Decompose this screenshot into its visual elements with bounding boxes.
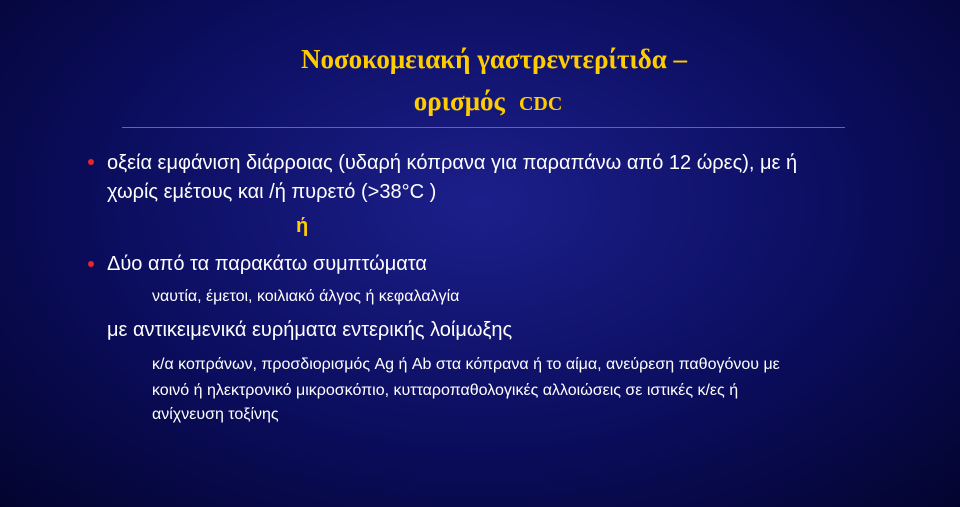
bullet-2-line-1: Δύο από τα παρακάτω συμπτώματα [107,253,427,275]
evidence-details-line-3: ανίχνευση τοξίνης [152,406,279,423]
or-separator: ή [296,215,309,237]
evidence-details-line-1: κ/α κοπράνων, προσδιορισμός Ag ή Ab στα κόπρανα ή το αίμα, ανεύρεση παθογόνου με [152,356,780,373]
slide-title-cdc: CDC [518,93,563,115]
bullet-1-line-1: οξεία εμφάνιση διάρροιας (υδαρή κόπρανα για παραπάνω από 12 ώρες), με ή [107,152,798,174]
slide-title-definition: ορισμός [413,86,505,116]
title-divider [122,127,845,128]
symptoms-list: ναυτία, έμετοι, κοιλιακό άλγος ή κεφαλαλγία [152,288,460,305]
slide-title-line2 [0,86,960,117]
bullet-dot-1 [88,159,94,165]
bullet-dot-2 [88,261,94,267]
evidence-details-line-2: κοινό ή ηλεκτρονικό μικροσκόπιο, κυτταροπαθολογικές αλλοιώσεις σε ιστικές κ/ες ή [152,382,739,399]
bullet-1-line-2: χωρίς εμέτους και /ή πυρετό (>38°C ) [107,181,437,203]
slide-title-line1: Νοσοκομειακή γαστρεντερίτιδα – [300,44,688,74]
evidence-heading: με αντικειμενικά ευρήματα εντερικής λοίμωξης [107,319,513,341]
